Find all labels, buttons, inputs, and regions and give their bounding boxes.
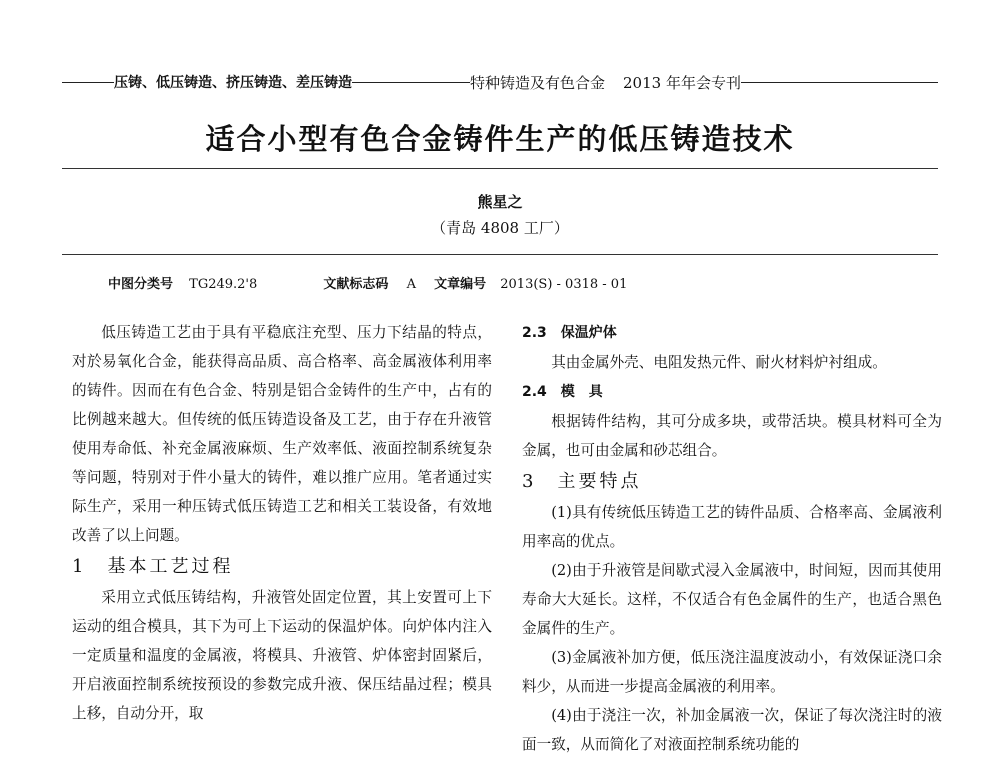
left-column xyxy=(72,318,492,728)
header-topics: 压铸、低压铸造、挤压铸造、差压铸造 xyxy=(114,75,352,91)
subsection-2-4-heading: 2.4 模 具 xyxy=(522,384,603,400)
header-rule xyxy=(352,82,470,83)
header-rule xyxy=(741,82,938,83)
clc-label: 中图分类号 xyxy=(108,277,174,292)
subsection-2-3-heading: 2.3 保温炉体 xyxy=(522,325,617,341)
article-title: 适合小型有色合金铸件生产的低压铸造技术 xyxy=(205,122,795,156)
running-head xyxy=(62,68,938,96)
right-column xyxy=(522,318,942,759)
feature-point-4: (4)由于浇注一次，补加金属液一次，保证了每次浇注时的液面一致，从而简化了对液面控制系统功能的 xyxy=(522,707,942,753)
clc-value: TG249.2'8 xyxy=(189,277,258,292)
header-rule xyxy=(62,82,114,83)
feature-point-3: (3)金属液补加方便，低压浇注温度波动小，有效保证浇口余料少，从而进一步提高金属液的利用率。 xyxy=(522,649,942,695)
subsection-2-4-paragraph: 根据铸件结构，其可分成多块，或带活块。模具材料可全为金属，也可由金属和砂芯组合。 xyxy=(522,413,942,459)
section-1-paragraph: 采用立式低压铸结构，升液管处固定位置，其上安置可上下运动的组合模具，其下为可上下运动的保温炉体。向炉体内注入一定质量和温度的金属液，将模具、升液管、炉体密封固紧后，开启液面控制系统按预设的参数完成升液、保压结晶过程；模具上移，自动分开，取 xyxy=(72,589,492,722)
section-1-heading: 1 基本工艺过程 xyxy=(72,556,234,577)
doc-code-value: A xyxy=(406,277,416,292)
header-special-issue: 特种铸造及有色合金 xyxy=(470,73,606,92)
meta-divider xyxy=(62,254,938,255)
article-no-label: 文章编号 xyxy=(434,277,487,292)
doc-code-label: 文献标志码 xyxy=(323,277,389,292)
feature-point-1: (1)具有传统低压铸造工艺的铸件品质、合格率高、金属液利用率高的优点。 xyxy=(522,504,942,550)
intro-paragraph: 低压铸造工艺由于具有平稳底注充型、压力下结晶的特点，对於易氧化合金，能获得高品质、高合格率、高金属液体利用率的铸件。因而在有色合金、特别是铝合金铸件的生产中，占有的比例越来越大。但传统的低压铸造设备及工艺，由于存在升液管使用寿命低、补充金属液麻烦、生产效率低、液面控制系统复杂等问题，特别对于件小量大的铸件，难以推广应用。笔者通过实际生产，采用一种压铸式低压铸造工艺和相关工装设备，有效地改善了以上问题。 xyxy=(72,324,492,544)
author-name: 熊星之 xyxy=(477,193,523,211)
article-meta xyxy=(108,273,627,292)
subsection-2-3-paragraph: 其由金属外壳、电阻发热元件、耐火材料炉衬组成。 xyxy=(551,354,887,371)
article-no-value: 2013(S) - 0318 - 01 xyxy=(500,277,628,292)
feature-point-2: (2)由于升液管是间歇式浸入金属液中，时间短，因而其使用寿命大大延长。这样，不仅适合有色金属件的生产，也适合黑色金属件的生产。 xyxy=(522,562,942,637)
section-3-heading: 3 主要特点 xyxy=(522,471,642,492)
title-divider xyxy=(62,168,938,169)
author-affiliation: （青岛 4808 工厂） xyxy=(431,219,569,237)
header-year-note: 2013 年年会专刊 xyxy=(623,73,741,92)
